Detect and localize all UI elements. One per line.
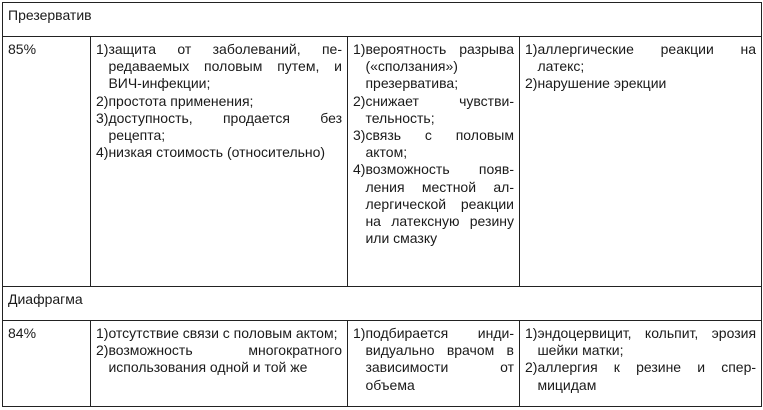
list-item: 2) снижает чувствительность; <box>353 92 514 126</box>
list-item: 3) доступность, продается без рецепта; <box>96 109 342 144</box>
section-header-row <box>3 3 762 37</box>
side-effects-list <box>525 325 756 394</box>
list-item: 1) эндоцервицит, кольпит, эрозия шейки матки; <box>525 325 757 359</box>
list-item: 2) нарушение эрекции <box>525 75 667 92</box>
section-title: Диафрагма <box>3 287 762 321</box>
section-title: Презерватив <box>3 3 762 37</box>
method-row <box>3 321 762 407</box>
list-item: 1) вероятность разрыва («сползания») презерватива; <box>353 41 514 92</box>
disadvantages-cell <box>348 321 520 407</box>
contraception-methods-table <box>2 2 762 407</box>
side-effects-cell <box>520 37 762 287</box>
list-item: 1) отсутствие связи с половым актом; <box>96 325 338 341</box>
side-effects-cell <box>520 321 762 407</box>
side-effects-list <box>525 41 756 93</box>
disadvantages-list <box>353 41 514 247</box>
list-item: 2) возможность многократного использования одной и той же <box>96 342 342 376</box>
advantages-list <box>96 325 342 377</box>
list-item: 2) аллергия к резине и спермицидам <box>525 359 757 393</box>
disadvantages-cell <box>348 37 520 287</box>
section-header-row <box>3 287 762 321</box>
advantages-cell <box>91 37 348 287</box>
list-item: 1) защита от заболеваний, передаваемых половым путем, и ВИЧ-инфекции; <box>96 41 342 92</box>
efficacy-cell: 85% <box>3 37 91 287</box>
list-item: 4) возможность появления местной аллергической реакции на латексную резину или смазку <box>353 161 514 247</box>
list-item: 3) связь с половым актом; <box>353 127 514 161</box>
disadvantages-list <box>353 325 514 394</box>
method-row <box>3 37 762 287</box>
list-item: 2) простота применения; <box>96 92 254 109</box>
advantages-cell <box>91 321 348 407</box>
list-item: 1) аллергические реакции на латекс; <box>525 41 757 75</box>
list-item: 1) подбирается индивидуально врачом в зависимости от объема <box>353 325 514 393</box>
list-item: 4) низкая стоимость (относительно) <box>96 144 326 161</box>
efficacy-cell: 84% <box>3 321 91 407</box>
advantages-list <box>96 41 342 161</box>
